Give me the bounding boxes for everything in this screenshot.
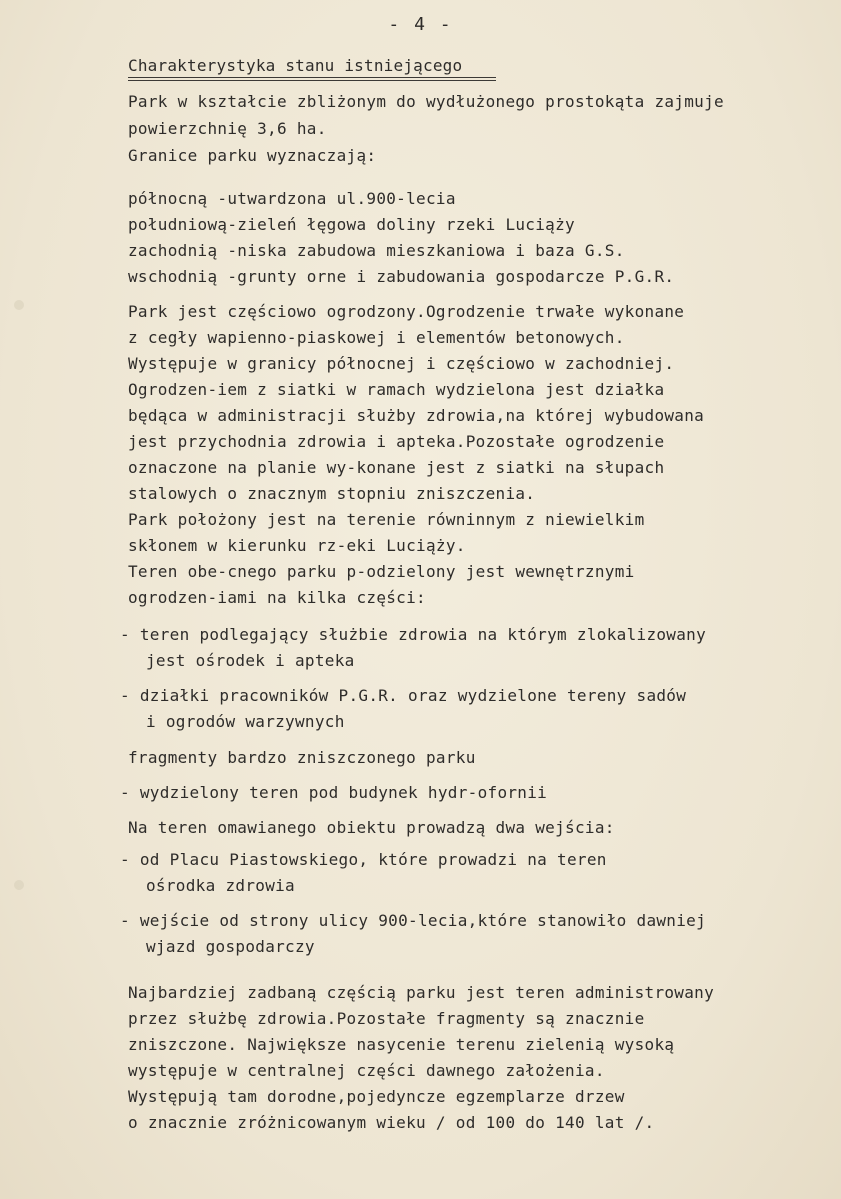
text-line: oznaczone na planie wy-konane jest z siatki na słupach [128,458,665,477]
text-line: z cegły wapienno-piaskowej i elementów betonowych. [128,328,625,347]
text-line: skłonem w kierunku rz-eki Luciąży. [128,536,466,555]
text-line: występuje w centralnej części dawnego założenia. [128,1061,605,1080]
text-line: o znacznie zróżnicowanym wieku / od 100 do 140 lat /. [128,1113,655,1132]
list-item: - wydzielony teren pod budynek hydr-ofornii [120,783,548,802]
text-line: wschodnią -grunty orne i zabudowania gospodarcze P.G.R. [128,267,675,286]
text-line: przez służbę zdrowia.Pozostałe fragmenty są znacznie [128,1009,645,1028]
text-line: fragmenty bardzo zniszczonego parku [128,748,476,767]
text-line: stalowych o znacznym stopniu zniszczenia. [128,484,536,503]
list-item: - wejście od strony ulicy 900-lecia,które stanowiło dawniej [120,911,707,930]
list-item-continuation: i ogrodów warzywnych [146,712,345,731]
list-item: - od Placu Piastowskiego, które prowadzi na teren [120,850,607,869]
list-item: - teren podlegający służbie zdrowia na którym zlokalizowany [120,625,707,644]
text-line: Najbardziej zadbaną częścią parku jest teren administrowany [128,983,715,1002]
text-line: Granice parku wyznaczają: [128,146,377,165]
text-line: ogrodzen-iami na kilka części: [128,588,426,607]
page-number: - 4 - [388,14,453,35]
list-item-continuation: ośrodka zdrowia [146,876,295,895]
text-line: Park jest częściowo ogrodzony.Ogrodzenie trwałe wykonane [128,302,685,321]
text-line: będąca w administracji służby zdrowia,na której wybudowana [128,406,705,425]
text-line: zachodnią -niska zabudowa mieszkaniowa i baza G.S. [128,241,625,260]
list-item-continuation: wjazd gospodarczy [146,937,315,956]
list-item-continuation: jest ośrodek i apteka [146,651,355,670]
text-line: jest przychodnia zdrowia i apteka.Pozostałe ogrodzenie [128,432,665,451]
double-underline [128,77,496,81]
text-line: Teren obe-cnego parku p-odzielony jest wewnętrznymi [128,562,635,581]
list-item: - działki pracowników P.G.R. oraz wydzielone tereny sadów [120,686,687,705]
text-line: Park położony jest na terenie równinnym z niewielkim [128,510,645,529]
section-heading [128,56,496,81]
text-line: południową-zieleń łęgowa doliny rzeki Luciąży [128,215,575,234]
binder-hole-mark [14,880,24,890]
text-line: Park w kształcie zbliżonym do wydłużonego prostokąta zajmuje [128,92,724,111]
section-heading-text: Charakterystyka stanu istniejącego [128,56,463,75]
text-line: północną -utwardzona ul.900-lecia [128,189,456,208]
text-line: Występują tam dorodne,pojedyncze egzemplarze drzew [128,1087,625,1106]
text-line: powierzchnię 3,6 ha. [128,119,327,138]
binder-hole-mark [14,300,24,310]
text-line: Występuje w granicy północnej i częściowo w zachodniej. [128,354,675,373]
text-line: Ogrodzen-iem z siatki w ramach wydzielona jest działka [128,380,665,399]
text-line: zniszczone. Największe nasycenie terenu zielenią wysoką [128,1035,675,1054]
text-line: Na teren omawianego obiektu prowadzą dwa wejścia: [128,818,615,837]
